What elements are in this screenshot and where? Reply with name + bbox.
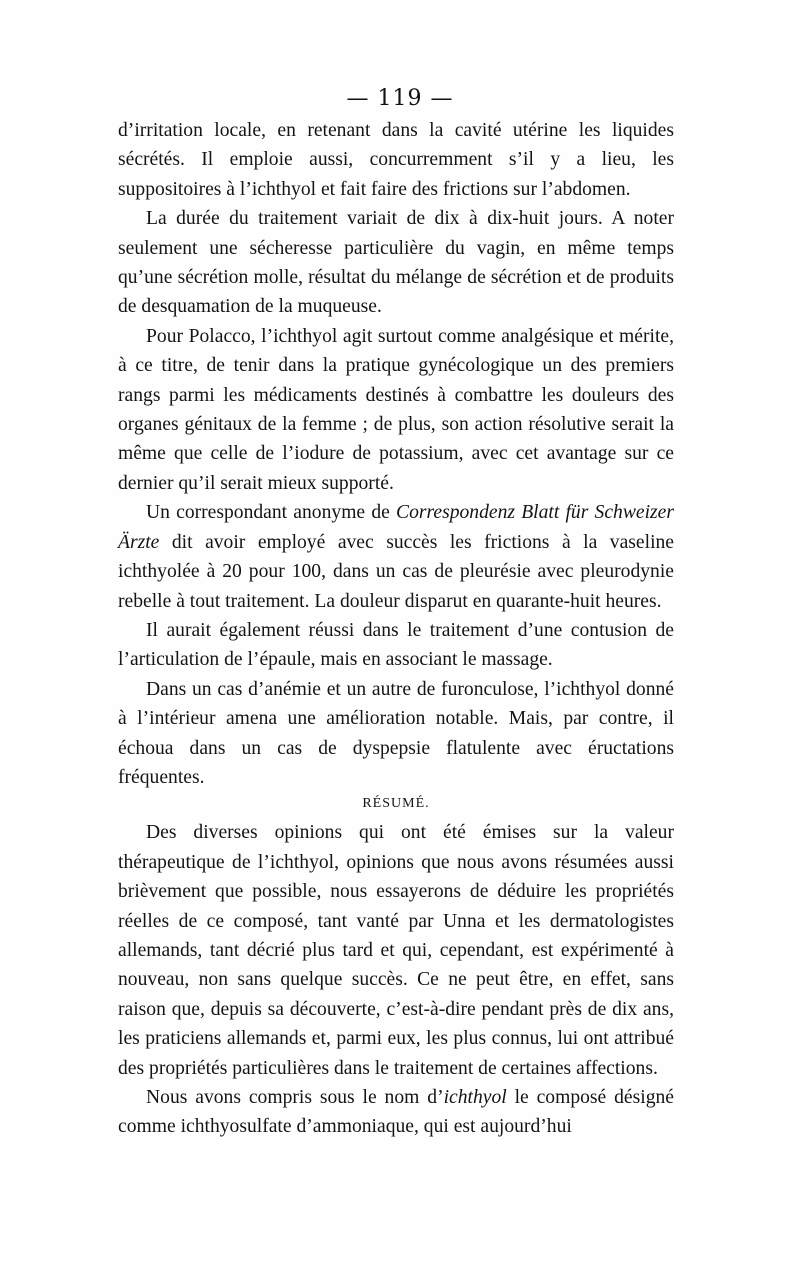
body-text bbox=[118, 116, 674, 1142]
term-ichthyol: ichthyol bbox=[443, 1087, 507, 1108]
paragraph-resume-opinions: Des diverses opinions qui ont été émises sur la valeur thérapeutique de l’ichthyol, opinions que nous avons résumées aussi brièvement que possible, nous essayerons de déduire les propriétés réelles de ce composé, tant vanté par Unna et les dermatologistes allemands, tant décrié plus tard et qui, cependant, est expérimenté à nouveau, non sans quelque succès. Ce ne peut être, en effet, sans raison que, depuis sa découverte, c’est-à-dire pendant près de dix ans, les praticiens allemands et, parmi eux, les plus connus, lui ont attribué des propriétés particulières dans le traitement de certaines affections. bbox=[118, 822, 674, 1079]
definition-text-end: le composé désigné comme ichthyosulfate d’ammoniaque, qui est aujourd’hui bbox=[118, 1087, 674, 1138]
correspondent-text-start: Un correspondant anonyme de bbox=[146, 502, 396, 524]
paragraph-polacco: Pour Polacco, l’ichthyol agit surtout comme analgésique et mérite, à ce titre, de tenir dans la pratique gynécologique un des premiers rangs parmi les médicaments destinés à combattre les douleurs des organes génitaux de la femme ; de plus, son action résolutive serait la même que celle de l’iodure de potassium, avec cet avantage sur ce dernier qu’il serait mieux supporté. bbox=[118, 325, 674, 494]
correspondent-text-end: dit avoir employé avec succès les frictions à la vaseline ichthyolée à 20 pour 100, dans un cas de pleurésie avec pleurodynie rebelle à tout traitement. La douleur disparut en quarante-huit heures. bbox=[118, 531, 674, 612]
paragraph-treatment-duration: La durée du traitement variait de dix à dix-huit jours. A noter seulement une sécheresse particulière du vagin, en même temps qu’une sécrétion molle, résultat du mélange de sécrétion et de produits de desquamation de la muqueuse. bbox=[118, 208, 674, 318]
journal-title: Correspondenz Blatt für Schweizer Ärzte bbox=[118, 502, 674, 553]
section-heading-resume: RÉSUMÉ. bbox=[362, 796, 430, 812]
paragraph-ichthyol-definition bbox=[118, 1083, 674, 1142]
paragraph-correspondent bbox=[118, 498, 674, 616]
paragraph-anemia: Dans un cas d’anémie et un autre de furonculose, l’ichthyol donné à l’intérieur amena une amélioration notable. Mais, par contre, il échoua dans un cas de dyspepsie flatulente avec éructations fréquentes. bbox=[118, 678, 674, 788]
paragraph-continuation: d’irritation locale, en retenant dans la cavité utérine les liquides sécrétés. Il emploie aussi, concurremment s’il y a lieu, les suppositoires à l’ichthyol et fait faire des frictions sur l’abdomen. bbox=[118, 120, 674, 200]
definition-text-start: Nous avons compris sous le nom d’ bbox=[146, 1087, 444, 1108]
paragraph-contusion: Il aurait également réussi dans le traitement d’une contusion de l’articulation de l’épaule, mais en associant le massage. bbox=[118, 619, 674, 671]
page-number: — 119 — bbox=[346, 86, 454, 111]
